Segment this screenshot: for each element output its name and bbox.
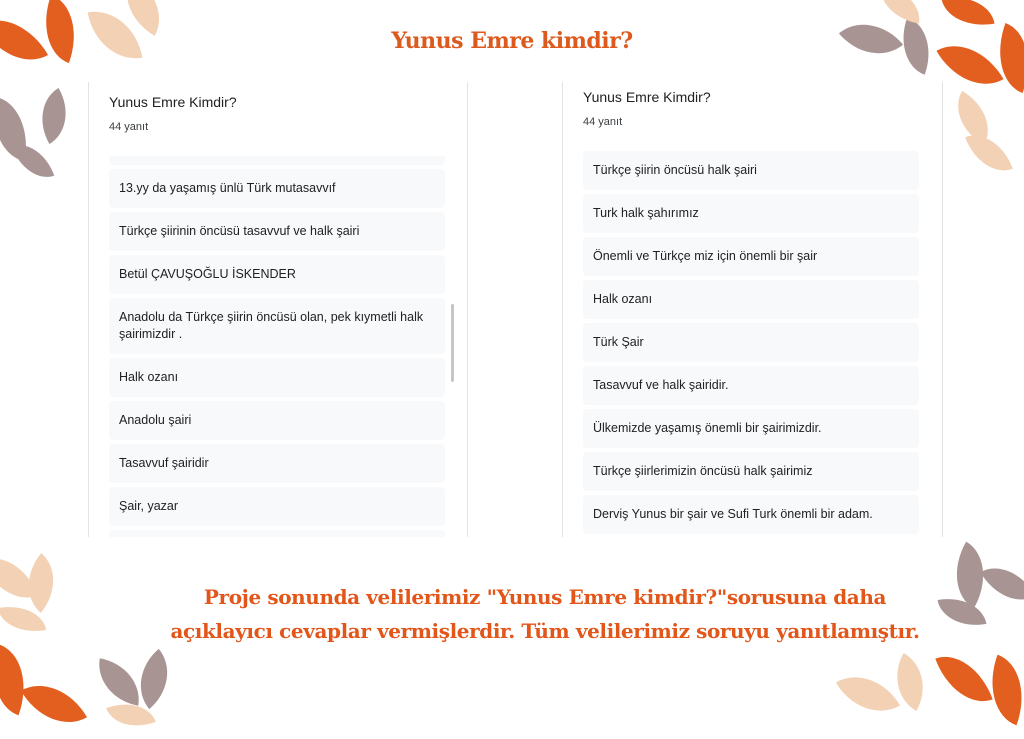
list-item: Tasavvuf şairidir [109, 444, 445, 483]
list-item: 13.yy da yaşamış ünlü Türk mutasavvıf [109, 169, 445, 208]
list-item: Betül ÇAVUŞOĞLU İSKENDER [109, 255, 445, 294]
list-item: Türkçe şiirin öncüsü halk şairi [583, 151, 919, 190]
response-count: 44 yanıt [109, 121, 149, 133]
list-item: Anadolu da Türkçe şiirin öncüsü olan, pek kıymetli halk şairimizdir . [109, 298, 445, 354]
page-title: Yunus Emre kimdir? [391, 28, 633, 54]
list-item: Türk Şair [583, 323, 919, 362]
list-item: Turk halk şahırımız [583, 194, 919, 233]
list-item-partial [109, 156, 445, 165]
question-title: Yunus Emre Kimdir? [583, 89, 711, 105]
responses-panel-right [562, 82, 943, 537]
responses-panel-left [88, 82, 468, 537]
list-item: Halk ozanı [583, 280, 919, 319]
list-item-partial [109, 530, 445, 537]
summary-text: Proje sonunda velilerimiz "Yunus Emre kimdir?"sorusuna daha açıklayıcı cevaplar vermişlerdir. Tüm velilerimiz soruyu yanıtlamıştır. [170, 585, 920, 643]
list-item: Şair, yazar [109, 487, 445, 526]
list-item: Anadolu şairi [109, 401, 445, 440]
list-item: Tasavvuf ve halk şairidir. [583, 366, 919, 405]
response-count: 44 yanıt [583, 116, 623, 128]
answers-list[interactable] [109, 156, 445, 537]
list-item: Türkçe şiirinin öncüsü tasavvuf ve halk şairi [109, 212, 445, 251]
answers-list[interactable] [583, 151, 919, 537]
list-item: Halk ozanı [109, 358, 445, 397]
list-item: Türkçe şiirlerimizin öncüsü halk şairimiz [583, 452, 919, 491]
list-item: Önemli ve Türkçe miz için önemli bir şair [583, 237, 919, 276]
question-title: Yunus Emre Kimdir? [109, 94, 237, 110]
scrollbar-thumb[interactable] [451, 304, 454, 382]
list-item: Derviş Yunus bir şair ve Sufi Turk önemli bir adam. [583, 495, 919, 534]
list-item: Ülkemizde yaşamış önemli bir şairimizdir. [583, 409, 919, 448]
